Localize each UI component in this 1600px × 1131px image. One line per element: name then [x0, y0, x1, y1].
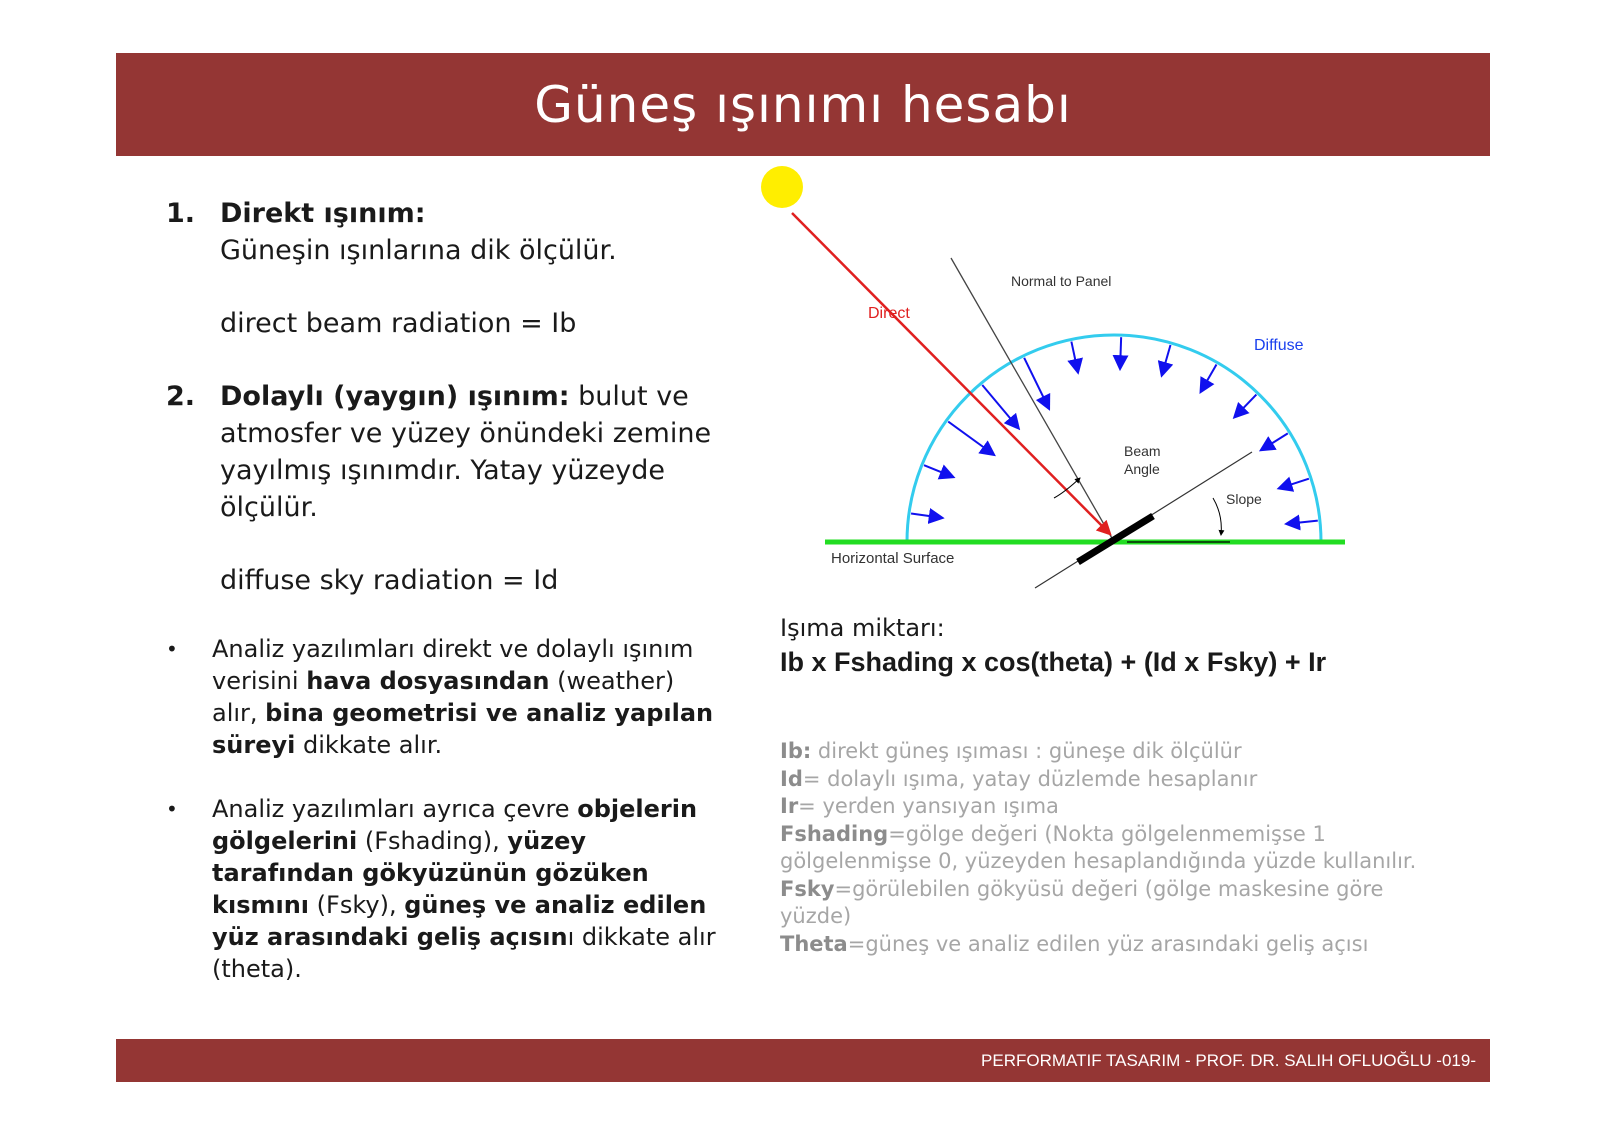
item-heading: Direkt ışınım: [220, 198, 426, 229]
formula-text: Ib x Fshading x cos(theta) + (Id x Fsky) + Ir [780, 647, 1327, 677]
direct-beam [792, 213, 1110, 534]
item-text: bulut ve atmosfer ve yüzey önündeki zemine yayılmış ışınımdır. Yatay yüzeyde ölçülür. [220, 381, 712, 523]
diffuse-dome [907, 335, 1321, 542]
diffuse-arrow [1280, 479, 1309, 488]
legend-desc: direkt güneş ışıması : güneşe dik ölçülür [811, 739, 1242, 763]
diffuse-arrow [1162, 345, 1170, 374]
legend-item [780, 876, 1440, 931]
bullet-text: ı dikkate alır (theta). [212, 923, 716, 983]
slope-arc [1213, 498, 1221, 535]
legend-desc: = dolaylı ışıma, yatay düzlemde hesaplanır [802, 766, 1258, 791]
bullet-text: (Fsky), [309, 891, 405, 919]
diffuse-arrow [911, 513, 941, 517]
legend-item [780, 793, 1440, 821]
beam-label: Beam [1124, 443, 1161, 459]
item-heading: Dolaylı (yaygın) ışınım: [220, 381, 570, 412]
bullet-text: Analiz yazılımları ayrıca çevre [212, 795, 578, 823]
slope-label: Slope [1226, 491, 1262, 507]
footer-bar [116, 1039, 1490, 1082]
list-item-diffuse [166, 378, 726, 599]
legend-item [780, 821, 1440, 876]
legend-term: Ir [780, 794, 799, 818]
direct-label: Direct [868, 305, 910, 322]
bullet-bold: güneş ve analiz edilen yüz arasındaki geliş açısın [212, 891, 707, 951]
bullet-item [166, 633, 726, 761]
item-text: Güneşin ışınlarına dik ölçülür. [220, 235, 617, 266]
bullet-bold: objelerin gölgelerini [212, 795, 698, 855]
diffuse-arrow [1024, 358, 1048, 407]
panel [1078, 516, 1153, 562]
diffuse-arrow [948, 422, 992, 454]
bullet-bold: bina geometrisi ve analiz yapılan süreyi [212, 699, 714, 759]
diffuse-arrow [924, 465, 952, 476]
item-number: 2. [166, 381, 196, 412]
normal-label: Normal to Panel [1011, 273, 1112, 289]
angle-label: Angle [1124, 461, 1160, 477]
bullet-bold: hava dosyasından [306, 667, 550, 695]
legend [780, 738, 1440, 958]
legend-desc: =gölge değeri (Nokta gölgelenmemişse 1 gölgelenmişse 0, yüzeyden hesaplandığında yüzde kullanılır. [780, 821, 1417, 873]
bullet-dot: • [166, 637, 178, 661]
formula-block [780, 612, 1480, 680]
diffuse-arrow [1262, 433, 1287, 449]
bullet-text: dikkate alır. [295, 731, 443, 759]
bullet-item [166, 793, 726, 985]
bullet-list [166, 633, 726, 1017]
item-number: 1. [166, 198, 196, 229]
list-item-direct [166, 195, 726, 342]
bullet-bold: yüzey tarafından gökyüzünün gözüken kısmını [212, 827, 649, 919]
bullet-text: (Fshading), [357, 827, 508, 855]
legend-term: Id [780, 766, 803, 791]
legend-term: Fshading [780, 821, 889, 846]
diffuse-arrow [1288, 521, 1318, 524]
legend-term: Ib: [780, 739, 812, 763]
numbered-list [166, 195, 726, 599]
title-bar [116, 53, 1490, 156]
legend-term: Fsky [780, 876, 835, 901]
surface-label: Horizontal Surface [831, 550, 955, 567]
formula-label: Işıma miktarı: [780, 614, 945, 642]
diffuse-arrow [1071, 342, 1077, 371]
legend-term: Theta [780, 931, 848, 956]
legend-item [780, 738, 1440, 766]
legend-desc: = yerden yansıyan ışıma [798, 794, 1059, 818]
sun-icon [761, 166, 803, 208]
diffuse-label: Diffuse [1254, 337, 1304, 354]
bullet-text: Analiz yazılımları direkt ve dolaylı ışınım verisini [212, 635, 694, 695]
bullet-text: (weather) alır, [212, 667, 675, 727]
legend-item [780, 766, 1440, 794]
legend-desc: =görülebilen gökyüsü değeri (gölge maskesine göre yüzde) [780, 876, 1384, 928]
legend-desc: =güneş ve analiz edilen yüz arasındaki geliş açısı [847, 931, 1369, 956]
legend-item [780, 931, 1440, 959]
diffuse-arrow [982, 385, 1017, 427]
bullet-dot: • [166, 797, 178, 821]
radiation-diagram [755, 160, 1395, 600]
footer-text: PERFORMATIF TASARIM - PROF. DR. SALIH OFLUOĞLU -019- [981, 1050, 1476, 1070]
item-formula: direct beam radiation = Ib [220, 308, 577, 339]
page-title: Güneş ışınımı hesabı [534, 75, 1072, 134]
diffuse-arrow [1236, 395, 1257, 417]
item-formula: diffuse sky radiation = Id [220, 565, 559, 596]
diffuse-arrow [1201, 365, 1216, 391]
diffuse-arrow [1120, 337, 1121, 367]
